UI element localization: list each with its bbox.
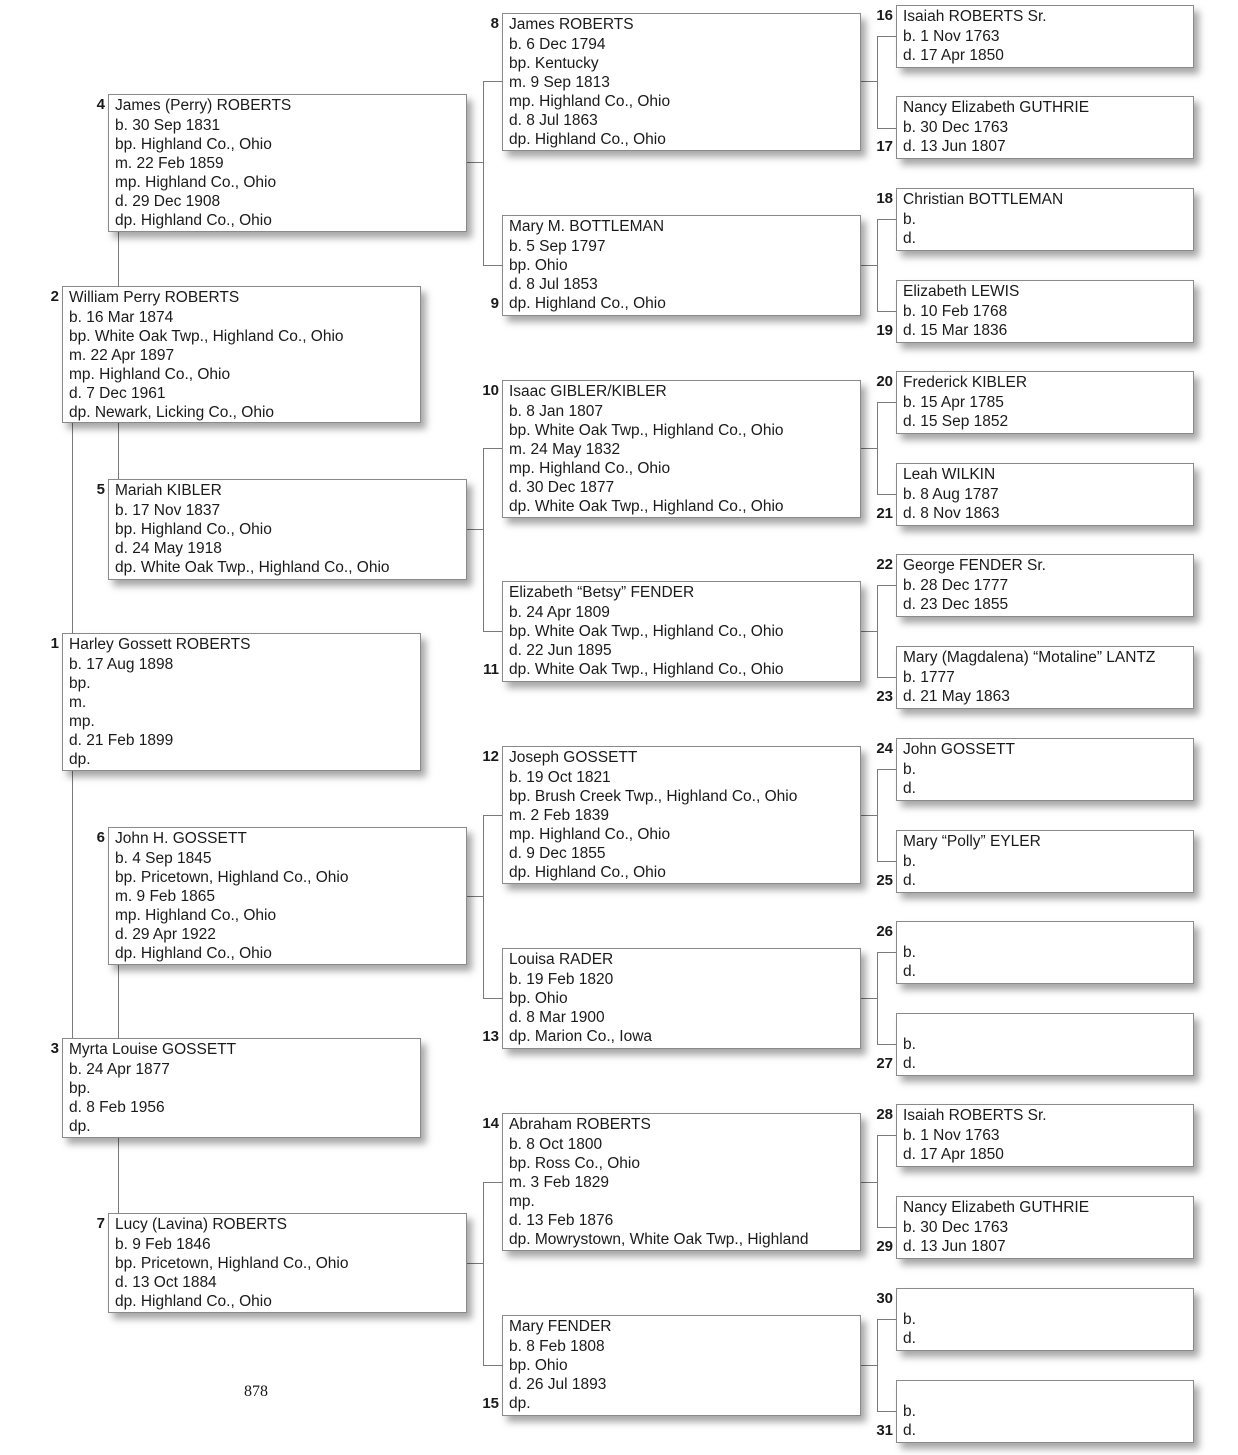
person-box[interactable] bbox=[896, 738, 1194, 801]
person-detail: d. 7 Dec 1961 bbox=[69, 384, 166, 402]
connector-line bbox=[483, 1182, 484, 1365]
person-detail: mp. Highland Co., Ohio bbox=[69, 365, 231, 383]
person-detail: b. bbox=[903, 1311, 916, 1328]
ahnentafel-number: 14 bbox=[482, 1115, 499, 1132]
person-detail: dp. bbox=[509, 1394, 531, 1412]
person-detail: m. 9 Feb 1865 bbox=[115, 887, 215, 905]
person-detail: m. 22 Apr 1897 bbox=[69, 346, 175, 364]
person-box[interactable] bbox=[62, 633, 421, 771]
person-detail: b. 4 Sep 1845 bbox=[115, 850, 212, 867]
person-detail: mp. Highland Co., Ohio bbox=[509, 92, 671, 110]
person-name: Frederick KIBLER bbox=[903, 374, 1028, 391]
person-name: Myrta Louise GOSSETT bbox=[69, 1041, 237, 1058]
ahnentafel-number: 2 bbox=[50, 288, 59, 305]
person-detail: d. 13 Jun 1807 bbox=[903, 1237, 1006, 1255]
connector-line bbox=[483, 448, 502, 449]
ahnentafel-number: 22 bbox=[876, 556, 893, 573]
person-detail: mp. bbox=[509, 1192, 535, 1210]
person-box[interactable] bbox=[896, 646, 1194, 709]
person-name: Louisa RADER bbox=[509, 951, 614, 968]
person-detail: d. 30 Dec 1877 bbox=[509, 478, 615, 496]
ahnentafel-number: 11 bbox=[483, 661, 499, 678]
person-detail: d. 17 Apr 1850 bbox=[903, 46, 1004, 64]
person-detail: b. 16 Mar 1874 bbox=[69, 309, 174, 326]
person-detail: bp. Ohio bbox=[509, 256, 568, 274]
connector-line bbox=[877, 1135, 896, 1136]
ahnentafel-number: 30 bbox=[876, 1290, 893, 1307]
person-detail: dp. Highland Co., Ohio bbox=[509, 294, 666, 312]
connector-line bbox=[877, 402, 896, 403]
person-detail: dp. White Oak Twp., Highland Co., Ohio bbox=[115, 558, 390, 576]
person-box[interactable] bbox=[502, 948, 861, 1049]
ahnentafel-number: 12 bbox=[482, 748, 499, 765]
person-box[interactable] bbox=[108, 827, 467, 965]
person-detail: d. 13 Feb 1876 bbox=[509, 1211, 614, 1229]
person-name: Abraham ROBERTS bbox=[509, 1116, 651, 1133]
person-detail: b. 15 Apr 1785 bbox=[903, 394, 1004, 411]
connector-line bbox=[483, 815, 502, 816]
person-name bbox=[903, 1382, 1193, 1402]
ahnentafel-number: 21 bbox=[876, 505, 893, 522]
connector-line bbox=[877, 1319, 878, 1411]
connector-line bbox=[483, 1182, 502, 1183]
connector-line bbox=[877, 128, 896, 129]
person-detail: d. 29 Dec 1908 bbox=[115, 192, 221, 210]
person-detail: b. 6 Dec 1794 bbox=[509, 36, 606, 53]
person-detail: bp. Ohio bbox=[509, 989, 568, 1007]
ahnentafel-number: 24 bbox=[876, 740, 893, 757]
person-name: John GOSSETT bbox=[903, 741, 1015, 758]
person-box[interactable] bbox=[896, 921, 1194, 984]
person-detail: d. bbox=[903, 1421, 916, 1439]
person-name: Isaac GIBLER/KIBLER bbox=[509, 383, 667, 400]
person-detail: b. 8 Feb 1808 bbox=[509, 1338, 605, 1355]
connector-line bbox=[483, 815, 484, 998]
person-box[interactable] bbox=[896, 96, 1194, 159]
person-detail: bp. White Oak Twp., Highland Co., Ohio bbox=[509, 421, 784, 439]
ahnentafel-number: 18 bbox=[876, 190, 893, 207]
person-detail: d. 23 Dec 1855 bbox=[903, 595, 1009, 613]
connector-line bbox=[118, 964, 119, 1038]
person-detail: d. bbox=[903, 871, 916, 889]
person-detail: bp. White Oak Twp., Highland Co., Ohio bbox=[69, 327, 344, 345]
ahnentafel-number: 23 bbox=[876, 688, 893, 705]
person-detail: dp. Highland Co., Ohio bbox=[509, 130, 666, 148]
person-detail: dp. Marion Co., Iowa bbox=[509, 1027, 653, 1045]
person-name: Mary “Polly” EYLER bbox=[903, 833, 1041, 850]
person-box[interactable] bbox=[896, 463, 1194, 526]
connector-line bbox=[860, 448, 877, 449]
ahnentafel-number: 10 bbox=[482, 382, 499, 399]
connector-line bbox=[118, 231, 119, 286]
person-name: Mary M. BOTTLEMAN bbox=[509, 218, 665, 235]
person-detail: b. 9 Feb 1846 bbox=[115, 1236, 211, 1253]
person-name: Joseph GOSSETT bbox=[509, 749, 638, 766]
person-detail: d. 24 May 1918 bbox=[115, 539, 222, 557]
person-detail: b. 19 Oct 1821 bbox=[509, 769, 611, 786]
person-detail: bp. Pricetown, Highland Co., Ohio bbox=[115, 868, 349, 886]
person-name bbox=[903, 1290, 1193, 1310]
person-detail: m. bbox=[69, 693, 87, 711]
person-box[interactable] bbox=[896, 1104, 1194, 1167]
connector-line bbox=[72, 422, 73, 633]
ahnentafel-number: 25 bbox=[876, 872, 893, 889]
ahnentafel-number: 27 bbox=[876, 1055, 893, 1072]
ahnentafel-number: 26 bbox=[876, 923, 893, 940]
ahnentafel-number: 16 bbox=[876, 7, 893, 24]
person-detail: dp. Highland Co., Ohio bbox=[115, 1292, 272, 1310]
person-name: Harley Gossett ROBERTS bbox=[69, 636, 251, 653]
person-name: Elizabeth “Betsy” FENDER bbox=[509, 584, 695, 601]
person-detail: b. bbox=[903, 761, 916, 778]
person-detail: m. 22 Feb 1859 bbox=[115, 154, 224, 172]
person-detail: b. 5 Sep 1797 bbox=[509, 238, 606, 255]
ahnentafel-number: 7 bbox=[96, 1215, 105, 1232]
ahnentafel-number: 4 bbox=[96, 96, 105, 113]
person-name: James ROBERTS bbox=[509, 16, 634, 33]
person-box[interactable] bbox=[62, 286, 421, 423]
person-detail: dp. Highland Co., Ohio bbox=[509, 863, 666, 881]
person-detail: mp. Highland Co., Ohio bbox=[115, 173, 277, 191]
ahnentafel-number: 3 bbox=[50, 1040, 59, 1057]
person-detail: m. 24 May 1832 bbox=[509, 440, 621, 458]
person-detail: b. bbox=[903, 1036, 916, 1053]
connector-line bbox=[877, 1319, 896, 1320]
page-number: 878 bbox=[244, 1383, 268, 1400]
person-detail: d. 26 Jul 1893 bbox=[509, 1375, 607, 1393]
person-detail: dp. White Oak Twp., Highland Co., Ohio bbox=[509, 660, 784, 678]
person-box[interactable] bbox=[896, 1013, 1194, 1076]
person-detail: m. 3 Feb 1829 bbox=[509, 1173, 609, 1191]
person-detail: bp. Kentucky bbox=[509, 54, 599, 72]
person-box[interactable] bbox=[502, 215, 861, 316]
person-name bbox=[903, 923, 1193, 943]
person-detail: m. 9 Sep 1813 bbox=[509, 73, 610, 91]
connector-line bbox=[877, 769, 896, 770]
connector-line bbox=[877, 311, 896, 312]
person-name: Mary (Magdalena) “Motaline” LANTZ bbox=[903, 649, 1156, 666]
person-detail: d. 8 Mar 1900 bbox=[509, 1008, 605, 1026]
connector-line bbox=[860, 815, 877, 816]
ahnentafel-number: 31 bbox=[876, 1422, 893, 1439]
connector-line bbox=[877, 36, 896, 37]
person-detail: b. 24 Apr 1877 bbox=[69, 1061, 170, 1078]
person-detail: d. 8 Feb 1956 bbox=[69, 1098, 165, 1116]
person-name: James (Perry) ROBERTS bbox=[115, 97, 292, 114]
connector-line bbox=[877, 952, 878, 1044]
connector-line bbox=[466, 1263, 483, 1264]
ahnentafel-number: 13 bbox=[482, 1028, 499, 1045]
connector-line bbox=[466, 896, 483, 897]
connector-line bbox=[877, 861, 896, 862]
person-detail: b. 17 Aug 1898 bbox=[69, 656, 174, 673]
connector-line bbox=[860, 998, 877, 999]
person-name: Nancy Elizabeth GUTHRIE bbox=[903, 99, 1090, 116]
person-detail: d. bbox=[903, 1329, 916, 1347]
person-box[interactable] bbox=[896, 1288, 1194, 1351]
person-detail: d. bbox=[903, 229, 916, 247]
person-detail: b. 24 Apr 1809 bbox=[509, 604, 610, 621]
person-detail: b. bbox=[903, 944, 916, 961]
person-name: Lucy (Lavina) ROBERTS bbox=[115, 1216, 287, 1233]
ahnentafel-number: 15 bbox=[482, 1395, 499, 1412]
person-detail: bp. Brush Creek Twp., Highland Co., Ohio bbox=[509, 787, 798, 805]
person-name: Mary FENDER bbox=[509, 1318, 612, 1335]
person-detail: d. 15 Sep 1852 bbox=[903, 412, 1009, 430]
ahnentafel-number: 28 bbox=[876, 1106, 893, 1123]
person-box[interactable] bbox=[896, 830, 1194, 893]
person-detail: mp. bbox=[69, 712, 95, 730]
person-detail: b. 30 Sep 1831 bbox=[115, 117, 221, 134]
person-name: Mariah KIBLER bbox=[115, 482, 222, 499]
person-detail: mp. Highland Co., Ohio bbox=[509, 459, 671, 477]
connector-line bbox=[483, 81, 484, 265]
person-detail: mp. Highland Co., Ohio bbox=[509, 825, 671, 843]
person-box[interactable] bbox=[896, 554, 1194, 617]
person-detail: b. bbox=[903, 1403, 916, 1420]
connector-line bbox=[466, 162, 483, 163]
person-box[interactable] bbox=[108, 479, 467, 580]
person-detail: b. 30 Dec 1763 bbox=[903, 119, 1009, 136]
ahnentafel-number: 1 bbox=[50, 635, 59, 652]
person-name: Nancy Elizabeth GUTHRIE bbox=[903, 1199, 1090, 1216]
person-detail: b. 1777 bbox=[903, 669, 955, 686]
connector-line bbox=[483, 448, 484, 631]
person-detail: mp. Highland Co., Ohio bbox=[115, 906, 277, 924]
person-name: John H. GOSSETT bbox=[115, 830, 247, 847]
person-detail: bp. Pricetown, Highland Co., Ohio bbox=[115, 1254, 349, 1272]
ahnentafel-number: 19 bbox=[876, 322, 893, 339]
connector-line bbox=[860, 631, 877, 632]
person-detail: d. 22 Jun 1895 bbox=[509, 641, 612, 659]
connector-line bbox=[483, 1365, 502, 1366]
connector-line bbox=[877, 1135, 878, 1227]
person-detail: d. 21 May 1863 bbox=[903, 687, 1010, 705]
person-detail: b. 28 Dec 1777 bbox=[903, 577, 1009, 594]
connector-line bbox=[466, 529, 483, 530]
person-detail: bp. Highland Co., Ohio bbox=[115, 520, 272, 538]
person-detail: d. bbox=[903, 779, 916, 797]
person-detail: bp. White Oak Twp., Highland Co., Ohio bbox=[509, 622, 784, 640]
person-box[interactable] bbox=[502, 380, 861, 518]
person-detail: b. 17 Nov 1837 bbox=[115, 502, 221, 519]
person-detail: b. bbox=[903, 853, 916, 870]
ahnentafel-number: 8 bbox=[490, 15, 499, 32]
connector-line bbox=[877, 1044, 896, 1045]
connector-line bbox=[877, 952, 896, 953]
person-detail: dp. Newark, Licking Co., Ohio bbox=[69, 403, 275, 421]
person-detail: d. 17 Apr 1850 bbox=[903, 1145, 1004, 1163]
person-detail: d. 8 Jul 1863 bbox=[509, 111, 598, 129]
person-detail: m. 2 Feb 1839 bbox=[509, 806, 609, 824]
person-box[interactable] bbox=[502, 1113, 861, 1251]
person-box[interactable] bbox=[896, 371, 1194, 434]
ahnentafel-number: 9 bbox=[490, 295, 499, 312]
person-detail: bp. bbox=[69, 1079, 91, 1097]
ahnentafel-number: 29 bbox=[876, 1238, 893, 1255]
person-detail: dp. Highland Co., Ohio bbox=[115, 211, 272, 229]
person-detail: dp. Highland Co., Ohio bbox=[115, 944, 272, 962]
person-detail: d. 8 Nov 1863 bbox=[903, 504, 1000, 522]
person-detail: b. 1 Nov 1763 bbox=[903, 28, 1000, 45]
ahnentafel-number: 20 bbox=[876, 373, 893, 390]
person-detail: bp. bbox=[69, 674, 91, 692]
person-name: Isaiah ROBERTS Sr. bbox=[903, 8, 1047, 25]
person-detail: dp. bbox=[69, 1117, 91, 1135]
person-detail: b. 10 Feb 1768 bbox=[903, 303, 1008, 320]
connector-line bbox=[877, 585, 878, 677]
person-box[interactable] bbox=[108, 94, 467, 232]
connector-line bbox=[483, 631, 502, 632]
person-name: Leah WILKIN bbox=[903, 466, 996, 483]
person-name: Isaiah ROBERTS Sr. bbox=[903, 1107, 1047, 1124]
person-box[interactable] bbox=[502, 746, 861, 884]
person-detail: bp. Highland Co., Ohio bbox=[115, 135, 272, 153]
connector-line bbox=[72, 770, 73, 1038]
ahnentafel-number: 6 bbox=[96, 829, 105, 846]
person-detail: d. 15 Mar 1836 bbox=[903, 321, 1008, 339]
connector-line bbox=[860, 81, 877, 82]
person-box[interactable] bbox=[896, 1196, 1194, 1259]
connector-line bbox=[877, 219, 878, 311]
person-box[interactable] bbox=[108, 1213, 467, 1313]
ahnentafel-number: 17 bbox=[876, 138, 893, 155]
person-box[interactable] bbox=[896, 188, 1194, 251]
connector-line bbox=[877, 494, 896, 495]
person-box[interactable] bbox=[502, 1315, 861, 1416]
connector-line bbox=[877, 219, 896, 220]
person-detail: dp. White Oak Twp., Highland Co., Ohio bbox=[509, 497, 784, 515]
connector-line bbox=[877, 1227, 896, 1228]
connector-line bbox=[860, 265, 877, 266]
person-name: George FENDER Sr. bbox=[903, 557, 1046, 574]
person-detail: b. 8 Jan 1807 bbox=[509, 403, 603, 420]
person-detail: d. 29 Apr 1922 bbox=[115, 925, 216, 943]
person-name bbox=[903, 1015, 1193, 1035]
person-detail: b. bbox=[903, 211, 916, 228]
person-box[interactable] bbox=[502, 13, 861, 151]
person-name: William Perry ROBERTS bbox=[69, 289, 240, 306]
person-box[interactable] bbox=[62, 1038, 421, 1138]
ahnentafel-number: 5 bbox=[96, 481, 105, 498]
person-detail: d. bbox=[903, 962, 916, 980]
connector-line bbox=[877, 585, 896, 586]
connector-line bbox=[483, 81, 502, 82]
person-detail: dp. bbox=[69, 750, 91, 768]
person-detail: d. 21 Feb 1899 bbox=[69, 731, 174, 749]
connector-line bbox=[877, 1411, 896, 1412]
person-detail: d. bbox=[903, 1054, 916, 1072]
connector-line bbox=[877, 769, 878, 861]
person-detail: b. 19 Feb 1820 bbox=[509, 971, 614, 988]
connector-line bbox=[860, 1182, 877, 1183]
connector-line bbox=[483, 998, 502, 999]
person-detail: d. 8 Jul 1853 bbox=[509, 275, 598, 293]
person-box[interactable] bbox=[896, 280, 1194, 343]
person-detail: d. 13 Jun 1807 bbox=[903, 137, 1006, 155]
person-detail: d. 9 Dec 1855 bbox=[509, 844, 606, 862]
person-detail: bp. Ross Co., Ohio bbox=[509, 1154, 640, 1172]
connector-line bbox=[877, 677, 896, 678]
connector-line bbox=[860, 1365, 877, 1366]
connector-line bbox=[118, 1137, 119, 1213]
connector-line bbox=[877, 402, 878, 494]
person-name: Elizabeth LEWIS bbox=[903, 283, 1020, 300]
person-detail: b. 8 Oct 1800 bbox=[509, 1136, 603, 1153]
person-name: Christian BOTTLEMAN bbox=[903, 191, 1064, 208]
person-detail: b. 1 Nov 1763 bbox=[903, 1127, 1000, 1144]
person-detail: d. 13 Oct 1884 bbox=[115, 1273, 217, 1291]
connector-line bbox=[483, 265, 502, 266]
person-box[interactable] bbox=[896, 5, 1194, 68]
person-detail: dp. Mowrystown, White Oak Twp., Highland bbox=[509, 1230, 809, 1248]
person-detail: bp. Ohio bbox=[509, 1356, 568, 1374]
person-box[interactable] bbox=[502, 581, 861, 682]
connector-line bbox=[877, 36, 878, 128]
connector-line bbox=[118, 422, 119, 479]
person-box[interactable] bbox=[896, 1380, 1194, 1443]
person-detail: b. 8 Aug 1787 bbox=[903, 486, 999, 503]
person-detail: b. 30 Dec 1763 bbox=[903, 1219, 1009, 1236]
